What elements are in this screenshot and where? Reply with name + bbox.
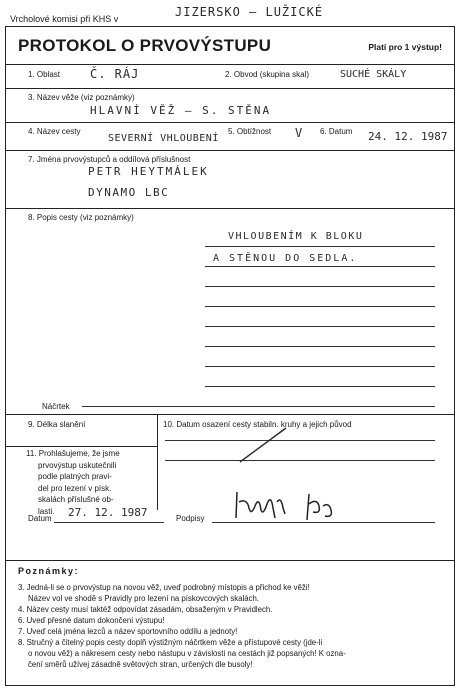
ruled-line [205,246,435,247]
row-divider [5,560,455,561]
page-title: PROTOKOL O PRVOVÝSTUPU [18,36,272,55]
note-item: o novou věž) a nákresem cesty nebo nástupu v závislosti na cestách již popsaných! K ozna- [28,649,346,658]
ruled-line [205,266,435,267]
field-label-datum: 6. Datum [320,127,353,136]
ruled-line [205,386,435,387]
ruled-line [54,522,164,523]
declaration-line: skalách příslušné ob- [38,495,114,504]
field-value-jmena-2: DYNAMO LBC [88,186,170,199]
declaration-line: del pro lezení v písk. [38,483,112,493]
row-divider [5,208,455,209]
field-label-jmena: 7. Jména prvovýstupců a oddílová příslušnost [28,155,191,164]
field-value-nazev-veze: HLAVNÍ VĚŽ – S. STĚNA [90,104,272,117]
ruled-line [82,406,435,407]
field-label-nazev-cesty: 4. Název cesty [28,127,81,136]
field-label-nacrtek: Náčrtek [42,402,70,411]
ruled-line [205,306,435,307]
header-handwritten: JIZERSKO – LUŽICKÉ [175,5,324,19]
row-divider [5,446,157,447]
field-label-delka: 9. Délka slanění [28,420,86,429]
hand-stroke [230,426,290,466]
ruled-line [205,326,435,327]
field-value-oblast: Č. RÁJ [90,67,140,81]
ruled-line [205,366,435,367]
field-label-datum-podpis: Datum [28,514,52,523]
field-label-obvod: 2. Obvod (skupina skal) [225,70,310,79]
header-label: Vrcholové komisi při KHS v [10,14,119,24]
ruled-line [165,460,435,461]
declaration-line: 11. Prohlašujeme, že jsme [26,449,120,458]
row-divider [5,414,455,415]
field-value-popis-2: A STĚNOU DO SEDLA. [213,253,358,264]
row-divider [5,88,455,89]
field-label-obtiznost: 5. Obtížnost [228,127,272,136]
declaration-line: prvovýstup uskutečnili [38,460,117,470]
field-label-osazeni: 10. Datum osazení cesty stabiln. kruhy a jejich původ [163,420,352,429]
row-divider [5,64,455,65]
note-item: Název vol ve shodě s Pravidly pro lezení na pískovcových skalách. [28,594,259,603]
note-item: čení směrů užívej zásadně světových stran, určených dle busoly! [28,660,253,669]
declaration-line: podle platných pravi- [38,472,112,481]
field-value-nazev-cesty: SEVERNÍ VHLOUBENÍ [108,133,219,144]
validity-note: Platí pro 1 výstup! [368,42,442,52]
field-label-oblast: 1. Oblast [28,70,61,79]
ruled-line [205,286,435,287]
field-value-obtiznost: V [295,126,304,140]
field-label-podpisy: Podpisy [176,514,205,523]
field-label-popis: 8. Popis cesty (viz poznámky) [28,213,134,222]
signature-image [233,488,353,524]
note-item: 8. Stručný a čitelný popis cesty doplň výstižným náčrtkem věže a přístupové cesty (jde-li [18,638,323,647]
declaration-line: lasti. [38,506,55,516]
note-item: 3. Jedná-li se o prvovýstup na novou věž, uveď podrobný místopis a přichod ke věži! [18,583,310,592]
field-value-datum-podpis: 27. 12. 1987 [68,506,148,519]
field-value-datum: 24. 12. 1987 [368,130,448,143]
note-item: 6. Uveď přesné datum dokončení výstupu! [18,616,165,625]
ruled-line [205,346,435,347]
ruled-line [165,440,435,441]
note-item: 4. Název cesty musí taktéž odpovídat zásadám, obsaženým v Pravidlech. [18,605,273,614]
field-value-popis-1: VHLOUBENÍM K BLOKU [228,231,364,242]
note-item: 7. Uveď celá jména lezců a název sportovního oddílu a jednoty! [18,627,238,636]
field-value-jmena-1: PETR HEYTMÁLEK [88,165,209,178]
column-divider [157,414,158,510]
field-value-obvod: SUCHÉ SKÁLY [340,69,407,80]
row-divider [5,150,455,151]
field-label-nazev-veze: 3. Název věže (viz poznámky) [28,93,135,102]
notes-heading: Poznámky: [18,566,80,576]
row-divider [5,122,455,123]
